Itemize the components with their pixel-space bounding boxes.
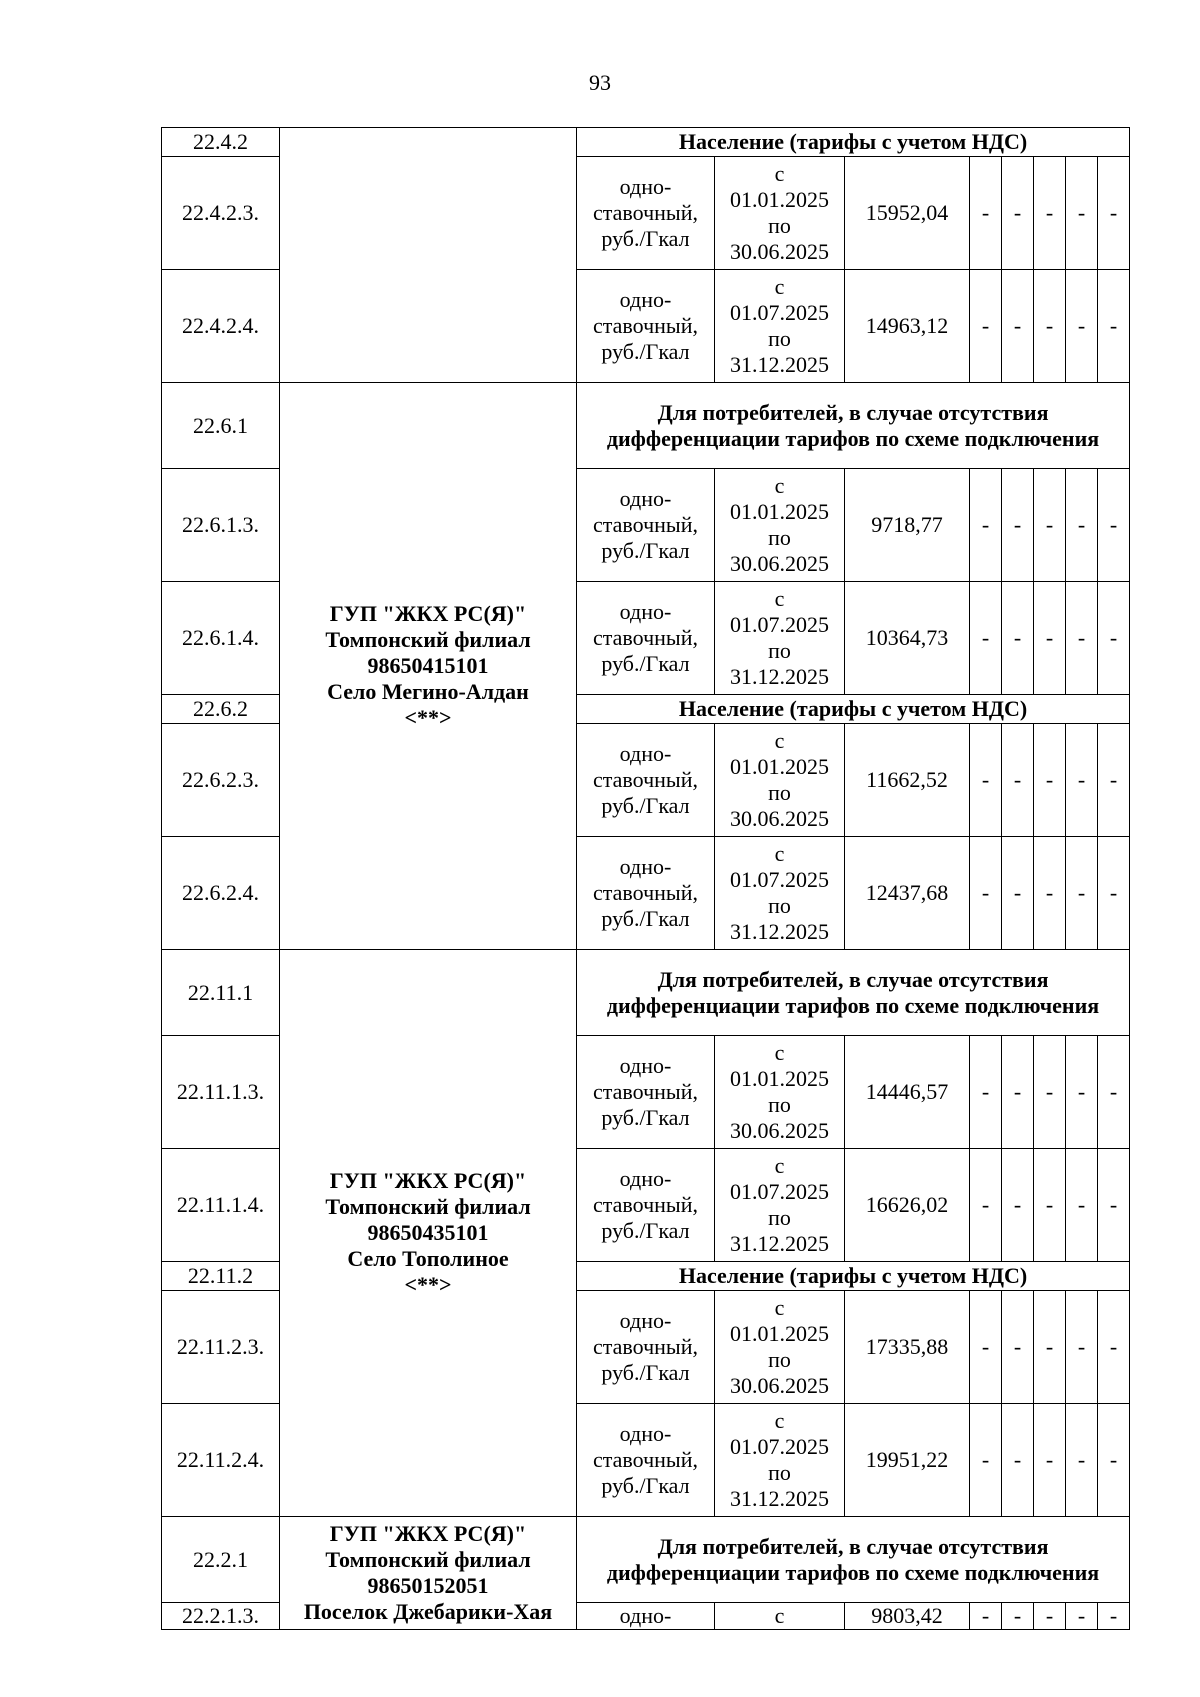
rate-type: одно- ставочный, руб./Гкал [577,1404,715,1517]
tariff-value: 14963,12 [845,270,970,383]
dash-cell: - [970,270,1002,383]
table-row [162,950,1130,1036]
dash-cell: - [1098,1404,1130,1517]
dash-cell: - [1098,1291,1130,1404]
org-cell: ГУП "ЖКХ РС(Я)" Томпонский филиал 98650415101 Село Мегино-Алдан <**> [280,383,577,950]
dash-cell: - [1066,1404,1098,1517]
rate-type: одно- ставочный, руб./Гкал [577,469,715,582]
period: с 01.07.2025 по 31.12.2025 [715,1404,845,1517]
rate-type: одно- ставочный, руб./Гкал [577,270,715,383]
row-code: 22.11.1.4. [162,1149,280,1262]
row-code: 22.6.2.3. [162,724,280,837]
dash-cell: - [1066,582,1098,695]
period: с 01.07.2025 по 31.12.2025 [715,1149,845,1262]
dash-cell: - [1034,1036,1066,1149]
table-row [162,383,1130,469]
rate-type: одно- ставочный, руб./Гкал [577,724,715,837]
row-code: 22.11.2.3. [162,1291,280,1404]
dash-cell: - [1002,1149,1034,1262]
dash-cell: - [1098,582,1130,695]
rate-type: одно- [577,1603,715,1630]
period: с 01.01.2025 по 30.06.2025 [715,469,845,582]
dash-cell: - [1098,837,1130,950]
dash-cell: - [1034,724,1066,837]
dash-cell: - [1098,469,1130,582]
dash-cell: - [1034,582,1066,695]
row-code: 22.6.2 [162,695,280,724]
dash-cell: - [1034,1603,1066,1630]
period: с 01.01.2025 по 30.06.2025 [715,157,845,270]
dash-cell: - [970,1603,1002,1630]
dash-cell: - [1098,724,1130,837]
dash-cell: - [970,157,1002,270]
dash-cell: - [1098,157,1130,270]
row-code: 22.4.2.3. [162,157,280,270]
org-cell: ГУП "ЖКХ РС(Я)" Томпонский филиал 98650435101 Село Тополиное <**> [280,950,577,1517]
row-code: 22.2.1 [162,1517,280,1603]
row-code: 22.6.2.4. [162,837,280,950]
rate-type: одно- ставочный, руб./Гкал [577,1149,715,1262]
row-code: 22.11.2.4. [162,1404,280,1517]
period: с 01.01.2025 по 30.06.2025 [715,1036,845,1149]
row-code: 22.4.2 [162,128,280,157]
row-code: 22.11.1.3. [162,1036,280,1149]
dash-cell: - [1098,1149,1130,1262]
row-code: 22.4.2.4. [162,270,280,383]
dash-cell: - [1066,1603,1098,1630]
tariff-value: 15952,04 [845,157,970,270]
tariff-value: 9803,42 [845,1603,970,1630]
dash-cell: - [1098,1036,1130,1149]
tariff-value: 17335,88 [845,1291,970,1404]
section-header: Население (тарифы с учетом НДС) [577,695,1130,724]
rate-type: одно- ставочный, руб./Гкал [577,1291,715,1404]
tariff-value: 14446,57 [845,1036,970,1149]
section-header: Для потребителей, в случае отсутствия дифференциации тарифов по схеме подключения [577,950,1130,1036]
dash-cell: - [1034,1149,1066,1262]
row-code: 22.11.2 [162,1262,280,1291]
dash-cell: - [1066,724,1098,837]
tariff-value: 12437,68 [845,837,970,950]
dash-cell: - [970,837,1002,950]
rate-type: одно- ставочный, руб./Гкал [577,582,715,695]
dash-cell: - [1002,157,1034,270]
dash-cell: - [1002,724,1034,837]
dash-cell: - [970,1036,1002,1149]
dash-cell: - [1002,837,1034,950]
dash-cell: - [1034,1404,1066,1517]
section-header: Для потребителей, в случае отсутствия дифференциации тарифов по схеме подключения [577,383,1130,469]
dash-cell: - [970,724,1002,837]
dash-cell: - [1034,157,1066,270]
dash-cell: - [1034,837,1066,950]
dash-cell: - [1002,270,1034,383]
org-cell: ГУП "ЖКХ РС(Я)" Томпонский филиал 98650152051 Поселок Джебарики-Хая [280,1517,577,1630]
period: с [715,1603,845,1630]
tariff-value: 11662,52 [845,724,970,837]
tariff-value: 10364,73 [845,582,970,695]
dash-cell: - [1002,582,1034,695]
dash-cell: - [970,469,1002,582]
period: с 01.07.2025 по 31.12.2025 [715,837,845,950]
row-code: 22.6.1 [162,383,280,469]
dash-cell: - [1066,157,1098,270]
row-code: 22.6.1.3. [162,469,280,582]
row-code: 22.2.1.3. [162,1603,280,1630]
org-cell-empty [280,128,577,383]
dash-cell: - [1002,1291,1034,1404]
dash-cell: - [1002,469,1034,582]
page-number: 93 [589,70,611,95]
dash-cell: - [970,582,1002,695]
period: с 01.07.2025 по 31.12.2025 [715,582,845,695]
dash-cell: - [1066,270,1098,383]
dash-cell: - [1098,1603,1130,1630]
dash-cell: - [1034,270,1066,383]
rate-type: одно- ставочный, руб./Гкал [577,837,715,950]
dash-cell: - [970,1149,1002,1262]
dash-cell: - [1034,1291,1066,1404]
row-code: 22.6.1.4. [162,582,280,695]
table-row [162,128,1130,157]
dash-cell: - [970,1291,1002,1404]
rate-type: одно- ставочный, руб./Гкал [577,157,715,270]
dash-cell: - [1098,270,1130,383]
dash-cell: - [1034,469,1066,582]
dash-cell: - [1002,1603,1034,1630]
period: с 01.01.2025 по 30.06.2025 [715,1291,845,1404]
section-header: Население (тарифы с учетом НДС) [577,128,1130,157]
dash-cell: - [970,1404,1002,1517]
dash-cell: - [1066,1149,1098,1262]
tariff-value: 9718,77 [845,469,970,582]
row-code: 22.11.1 [162,950,280,1036]
dash-cell: - [1066,1291,1098,1404]
dash-cell: - [1002,1404,1034,1517]
tariff-table [161,127,1130,1630]
tariff-value: 19951,22 [845,1404,970,1517]
dash-cell: - [1002,1036,1034,1149]
section-header: Население (тарифы с учетом НДС) [577,1262,1130,1291]
dash-cell: - [1066,837,1098,950]
section-header: Для потребителей, в случае отсутствия дифференциации тарифов по схеме подключения [577,1517,1130,1603]
table-row [162,1517,1130,1603]
dash-cell: - [1066,469,1098,582]
period: с 01.07.2025 по 31.12.2025 [715,270,845,383]
dash-cell: - [1066,1036,1098,1149]
tariff-value: 16626,02 [845,1149,970,1262]
period: с 01.01.2025 по 30.06.2025 [715,724,845,837]
rate-type: одно- ставочный, руб./Гкал [577,1036,715,1149]
